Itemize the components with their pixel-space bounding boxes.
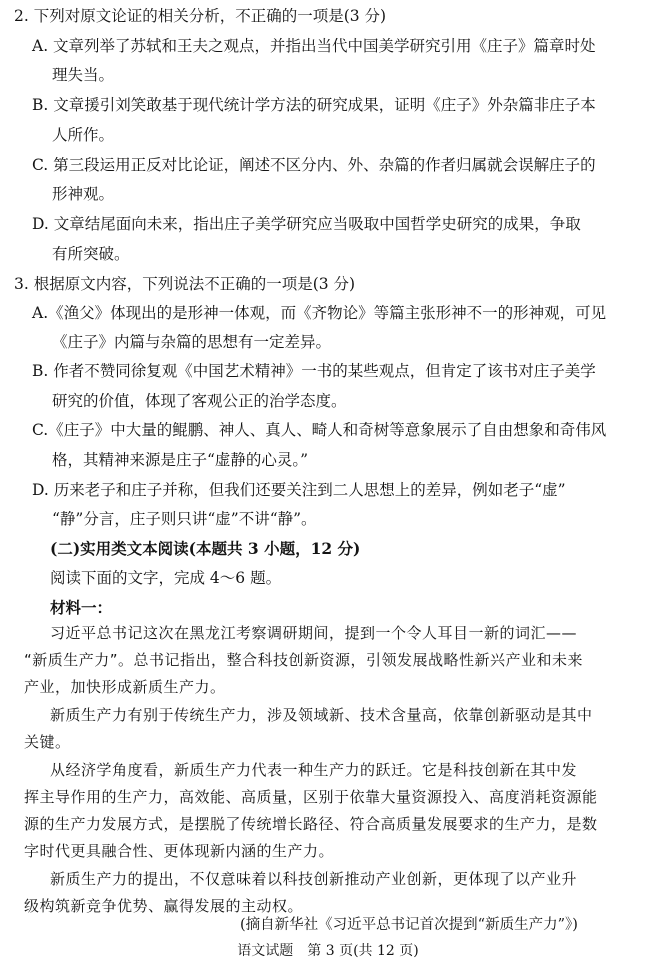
page-footer: 语文试题 第 3 页(共 12 页) xyxy=(237,943,419,959)
q2-option-d: D. 文章结尾面向未来，指出庄子美学研究应当吸取中国哲学史研究的成果，争取 xyxy=(32,215,581,233)
source-citation: (摘自新华社《习近平总书记首次提到“新质生产力”》) xyxy=(240,917,578,933)
material-paragraph-3-line-4: 字时代更具融合性、更体现新内涵的生产力。 xyxy=(24,842,335,860)
material-paragraph-4-line-2: 级构筑新竞争优势、赢得发展的主动权。 xyxy=(24,897,304,915)
q2-option-d-cont: 有所突破。 xyxy=(52,245,130,263)
material-paragraph-2: 新质生产力有别于传统生产力，涉及领域新、技术含量高，依靠创新驱动是其中 xyxy=(50,706,593,724)
material-paragraph-3-line-2: 挥主导作用的生产力，高效能、高质量，区别于依靠大量资源投入、高度消耗资源能 xyxy=(24,788,598,806)
material-label: 材料一： xyxy=(50,598,113,617)
q3-option-d: D. 历来老子和庄子并称，但我们还要关注到二人思想上的差异，例如老子“虚” xyxy=(32,481,566,499)
q3-option-d-cont: “静”分言，庄子则只讲“虚”不讲“静”。 xyxy=(52,510,317,528)
q2-stem: 2. 下列对原文论证的相关分析，不正确的一项是(3 分) xyxy=(14,7,387,25)
q3-option-a: A.《渔父》体现出的是形神一体观，而《齐物论》等篇主张形神不一的形神观，可见 xyxy=(32,304,607,322)
q2-option-b-cont: 人所作。 xyxy=(52,126,115,144)
material-paragraph-1-line-2: “新质生产力”。总书记指出，整合科技创新资源，引领发展战略性新兴产业和未来 xyxy=(24,651,584,669)
q2-option-b: B. 文章援引刘笑敢基于现代统计学方法的研究成果，证明《庄子》外杂篇非庄子本 xyxy=(32,96,596,114)
section-instruction: 阅读下面的文字，完成 4～6 题。 xyxy=(50,569,282,587)
q2-option-a-cont: 理失当。 xyxy=(52,66,115,84)
q3-option-a-cont: 《庄子》内篇与杂篇的思想有一定差异。 xyxy=(52,333,332,351)
q3-stem: 3. 根据原文内容，下列说法不正确的一项是(3 分) xyxy=(14,275,356,293)
q3-option-b: B. 作者不赞同徐复观《中国艺术精神》一书的某些观点，但肯定了该书对庄子美学 xyxy=(32,362,596,380)
material-paragraph-3-line-3: 源的生产力发展方式，是摆脱了传统增长路径、符合高质量发展要求的生产力，是数 xyxy=(24,815,598,833)
q3-option-b-cont: 研究的价值，体现了客观公正的治学态度。 xyxy=(52,392,347,410)
material-paragraph-1-line-3: 产业，加快形成新质生产力。 xyxy=(24,678,226,696)
q3-option-c: C.《庄子》中大量的鲲鹏、神人、真人、畸人和奇树等意象展示了自由想象和奇伟风 xyxy=(32,421,607,439)
q2-option-a: A. 文章列举了苏轼和王夫之观点，并指出当代中国美学研究引用《庄子》篇章时处 xyxy=(32,37,596,55)
material-paragraph-3: 从经济学角度看，新质生产力代表一种生产力的跃迁。它是科技创新在其中发 xyxy=(50,761,578,779)
q3-option-c-cont: 格，其精神来源是庄子“虚静的心灵。” xyxy=(52,451,309,469)
section-heading: (二)实用类文本阅读(本题共 3 小题，12 分) xyxy=(50,539,361,558)
q2-option-c-cont: 形神观。 xyxy=(52,185,115,203)
material-paragraph-1: 习近平总书记这次在黑龙江考察调研期间，提到一个令人耳目一新的词汇—— xyxy=(50,624,578,642)
q2-option-c: C. 第三段运用正反对比论证，阐述不区分内、外、杂篇的作者归属就会误解庄子的 xyxy=(32,156,596,174)
material-paragraph-4: 新质生产力的提出，不仅意味着以科技创新推动产业创新，更体现了以产业升 xyxy=(50,870,578,888)
material-paragraph-2-line-2: 关键。 xyxy=(24,733,71,751)
